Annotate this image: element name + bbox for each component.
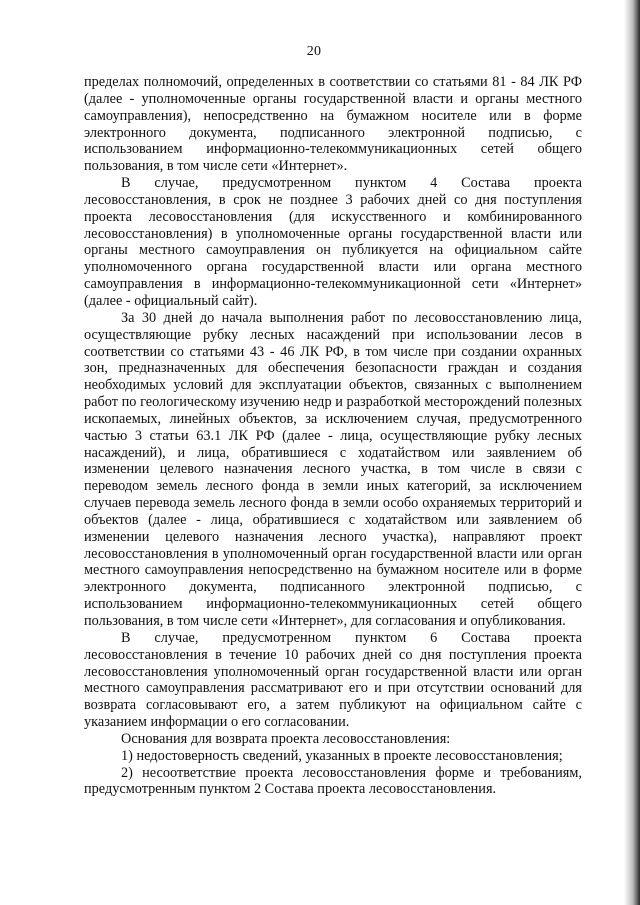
paragraph: Основания для возврата проекта лесовосстановления: (121, 730, 451, 747)
paragraph-continuation: пределах полномочий, определенных в соответствии со статьями 81 - 84 ЛК РФ (далее - уполномоченные органы государственной власти и органы местного самоуправления), непосредственно на бумажном носителе или в форме электронного документа, подписанного электронной подписью, с использованием информационно-телекоммуникационных сетей общего пользования, в том числе сети «Интернет». (84, 74, 582, 175)
page-number: 20 (306, 44, 322, 59)
paragraph: В случае, предусмотренном пунктом 4 Состава проекта лесовосстановления, в срок не позднее 3 рабочих дней со дня поступления проекта лесовосстановления (для искусственного и комбинированного лесовосстановления) в уполномоченные органы государственной власти или органы местного самоуправления он публикуется на официальном сайте уполномоченного органа государственной власти или органа местного самоуправления в информационно-телекоммуникационной сети «Интернет» (далее - официальный сайт). (84, 175, 582, 309)
paragraph: За 30 дней до начала выполнения работ по лесовосстановлению лица, осуществляющие рубку лесных насаждений при использовании лесов в соответствии со статьями 43 - 46 ЛК РФ, в том числе при создании охранных зон, предназначенных для обеспечения безопасности граждан и создания необходимых условий для эксплуатации объектов, связанных с выполнением работ по геологическому изучению недр и разработкой месторождений полезных ископаемых, линейных объектов, за исключением случая, предусмотренного частью 3 статьи 63.1 ЛК РФ (далее - лица, осуществляющие рубку лесных насаждений), и лица, обратившиеся с ходатайством или заявлением об изменении целевого назначения лесного участка, в том числе в связи с переводом земель лесного фонда в земли иных категорий, за исключением случаев перевода земель лесного фонда в земли особо охраняемых территорий и объектов (далее - лица, обратившиеся с ходатайством или заявлением об изменении целевого назначения лесного участка), направляют проект лесовосстановления в уполномоченный орган государственной власти или орган местного самоуправления непосредственно на бумажном носителе или в форме электронного документа, подписанного электронной подписью, с использованием информационно-телекоммуникационных сетей общего пользования, в том числе сети «Интернет», для согласования и опубликования. (84, 309, 582, 629)
scan-edge-shadow (624, 0, 640, 905)
paragraph: В случае, предусмотренном пунктом 6 Состава проекта лесовосстановления в течение 10 рабочих дней со дня поступления проекта лесовосстановления уполномоченный орган государственной власти или орган местного самоуправления рассматривают его и при отсутствии оснований для возврата согласовывают его, а затем публикуют на официальном сайте с указанием информации о его согласовании. (84, 629, 582, 731)
list-item: 2) несоответствие проекта лесовосстановления форме и требованиям, предусмотренным пунктом 2 Состава проекта лесовосстановления. (84, 764, 582, 798)
document-body (84, 74, 582, 798)
list-item: 1) недостоверность сведений, указанных в проекте лесовосстановления; (121, 747, 563, 764)
